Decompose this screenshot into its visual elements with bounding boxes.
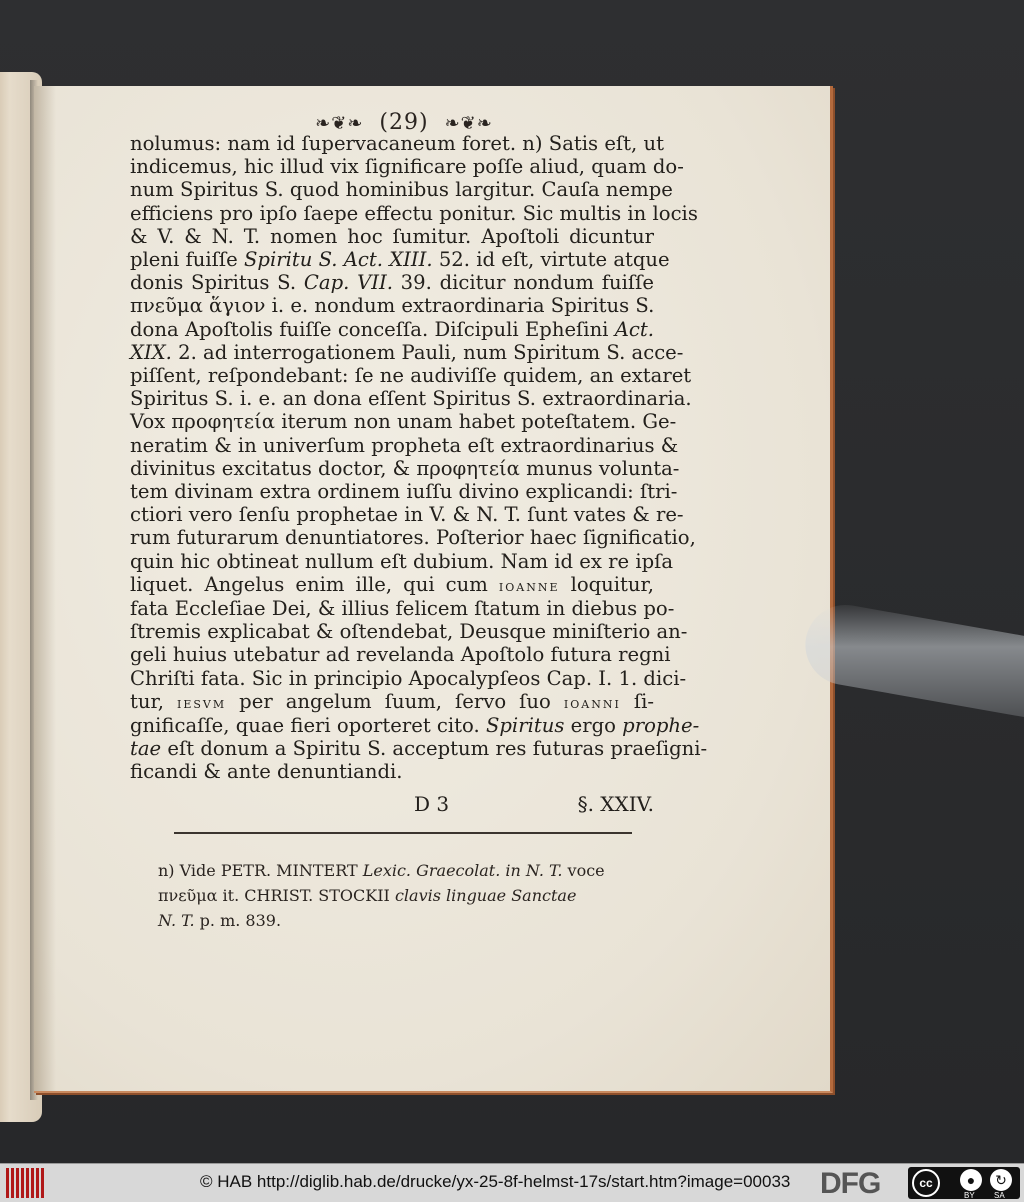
credit-bar <box>0 1163 1024 1202</box>
text-run: fata Eccleſiae Dei, & illius felicem ſtatum in diebus po- <box>130 597 675 621</box>
body-line <box>130 503 684 527</box>
text-run: loquitur, <box>559 572 654 596</box>
text-run: divinitus excitatus doctor, & προφητεία munus volunta- <box>130 456 680 480</box>
body-line <box>130 294 654 317</box>
book-page <box>34 86 833 1093</box>
text-run: πνεῦμα it. CHRIST. STOCKII <box>158 886 395 905</box>
body-line <box>130 155 684 179</box>
body-line <box>130 456 680 480</box>
text-run: ſtremis explicabat & oſtendebat, Deusque miniſterio an- <box>130 620 688 644</box>
body-line <box>130 132 664 155</box>
text-run: ſi- <box>620 689 655 713</box>
text-run: tem divinam extra ordinem iuſſu divino explicandi: ſtri- <box>130 480 678 504</box>
small-caps-run: ioanni <box>563 692 621 712</box>
page-gutter <box>34 86 56 1091</box>
text-run: p. m. 839. <box>194 911 282 930</box>
text-run: dona Apoſtolis fuiſſe conceſſa. Diſcipuli Epheſini <box>130 317 615 341</box>
text-run: rum futurarum denuntiatores. Poſterior haec ſignificatio, <box>130 526 696 550</box>
share-alike-icon: ↻ <box>990 1169 1012 1191</box>
body-line <box>130 387 692 411</box>
by-label: BY <box>964 1191 975 1200</box>
text-run: nolumus: nam id ſupervacaneum foret. n) Satis eſt, ut <box>130 132 664 155</box>
body-line <box>130 597 675 621</box>
text-run: ctiori vero ſenſu prophetae in V. & N. T. ſunt vates & re- <box>130 503 684 527</box>
text-run: tur, <box>130 689 177 713</box>
small-caps-run: iesvm <box>177 692 227 712</box>
text-run: ergo <box>564 714 623 738</box>
italic-run: N. T. <box>158 911 195 930</box>
italic-run: Spiritu S. Act. XIII. <box>243 248 433 272</box>
text-run: & V. & N. T. nomen hoc ſumitur. Apoſtoli dicuntur <box>130 224 654 248</box>
footnote <box>158 858 658 933</box>
italic-run: Act. <box>614 317 654 341</box>
body-line <box>130 410 677 434</box>
body-line <box>130 737 708 761</box>
text-run: 52. id eſt, virtute atque <box>432 248 670 272</box>
text-run: neratim & in univerſum propheta eſt extraordinarius & <box>130 433 679 457</box>
body-line <box>130 573 654 597</box>
italic-run: XIX. <box>130 340 172 364</box>
body-line <box>130 225 654 248</box>
body-line <box>130 714 700 738</box>
body-line <box>130 526 696 550</box>
credit-link[interactable]: © HAB http://diglib.hab.de/drucke/yx-25-8f-helmst-17s/start.htm?image=00033 <box>200 1172 791 1191</box>
header-ornament-right: ❧❦❧ <box>444 113 493 134</box>
body-line <box>130 480 678 504</box>
body-line <box>130 201 698 225</box>
text-run: liquet. Angelus enim ille, qui cum <box>130 572 499 596</box>
text-run: eſt donum a Spiritu S. acceptum res futuras praeſigni- <box>161 737 708 761</box>
italic-run: Cap. VII. <box>303 271 393 295</box>
catchword: §. XXIV. <box>577 792 654 816</box>
cc-icon: cc <box>912 1169 940 1197</box>
person-icon: ● <box>960 1169 982 1191</box>
text-run: Spiritus S. i. e. an dona eſſent Spiritus S. extraordinaria. <box>130 387 692 411</box>
footnote-rule <box>174 832 632 834</box>
text-run: quin hic obtineat nullum eſt dubium. Nam id ex re ipſa <box>130 549 674 573</box>
body-line <box>130 433 679 457</box>
text-run: pleni fuiſſe <box>130 248 244 272</box>
text-run: 2. ad interrogationem Pauli, num Spiritum S. acce- <box>171 340 684 364</box>
italic-run: Spiritus <box>485 714 565 738</box>
body-line <box>130 271 654 294</box>
small-caps-run: ioanne <box>498 575 560 595</box>
body-line <box>130 666 687 690</box>
body-line <box>130 549 674 573</box>
text-run: indicemus, hic illud vix ſignificare poſſe aliud, quam do- <box>130 155 684 179</box>
main-text <box>130 132 708 784</box>
text-run: efficiens pro ipſo ſaepe effectu ponitur. Sic multis in locis <box>130 201 698 225</box>
text-run: Chriſti fata. Sic in principio Apocalypſeos Cap. I. 1. dici- <box>130 666 687 690</box>
italic-run: tae <box>130 737 162 761</box>
footnote-line <box>158 858 658 883</box>
page-number: (29) <box>379 110 429 135</box>
text-run: piſſent, reſpondebant: ſe ne audiviſſe quidem, an extaret <box>130 364 692 388</box>
text-run: 39. dicitur nondum fuiſſe <box>392 271 654 295</box>
body-line <box>130 318 654 341</box>
body-line <box>130 690 654 714</box>
body-line <box>130 178 673 202</box>
text-run: gnificaſſe, quae fieri oporteret cito. <box>130 714 486 738</box>
body-line <box>130 248 670 272</box>
text-run: donis Spiritus S. <box>130 271 304 295</box>
italic-run: clavis linguae Sanctae <box>394 886 577 905</box>
text-run: num Spiritus S. quod hominibus largitur. Cauſa nempe <box>130 178 673 202</box>
text-run: geli huius utebatur ad revelanda Apoſtolo futura regni <box>130 643 671 667</box>
body-line <box>130 364 692 388</box>
body-line <box>130 643 671 667</box>
text-run: n) Vide PETR. MINTERT <box>158 861 363 880</box>
dfg-logo: DFG <box>820 1167 881 1200</box>
text-run: πνεῦμα ἅγιον i. e. nondum extraordinaria Spiritus S. <box>130 294 655 318</box>
footnote-line <box>158 883 658 908</box>
header-ornament-left: ❧❦❧ <box>315 113 364 134</box>
text-run: per angelum ſuum, ſervo ſuo <box>226 689 564 713</box>
italic-run: prophe- <box>622 714 700 738</box>
body-line <box>130 340 684 364</box>
text-run: voce <box>562 861 605 880</box>
body-line <box>130 620 688 644</box>
text-run: Vox προφητεία iterum non unam habet poteſtatem. Ge- <box>130 410 677 434</box>
text-run: ficandi & ante denuntiandi. <box>130 760 403 784</box>
footnote-line <box>158 908 658 933</box>
italic-run: Lexic. Graecolat. in N. T. <box>362 861 563 880</box>
body-line <box>130 760 654 783</box>
signature-mark: D 3 <box>414 792 450 816</box>
hab-barcode-icon <box>6 1168 46 1198</box>
cc-license-badge[interactable] <box>908 1167 1020 1199</box>
sa-label: SA <box>994 1191 1005 1200</box>
